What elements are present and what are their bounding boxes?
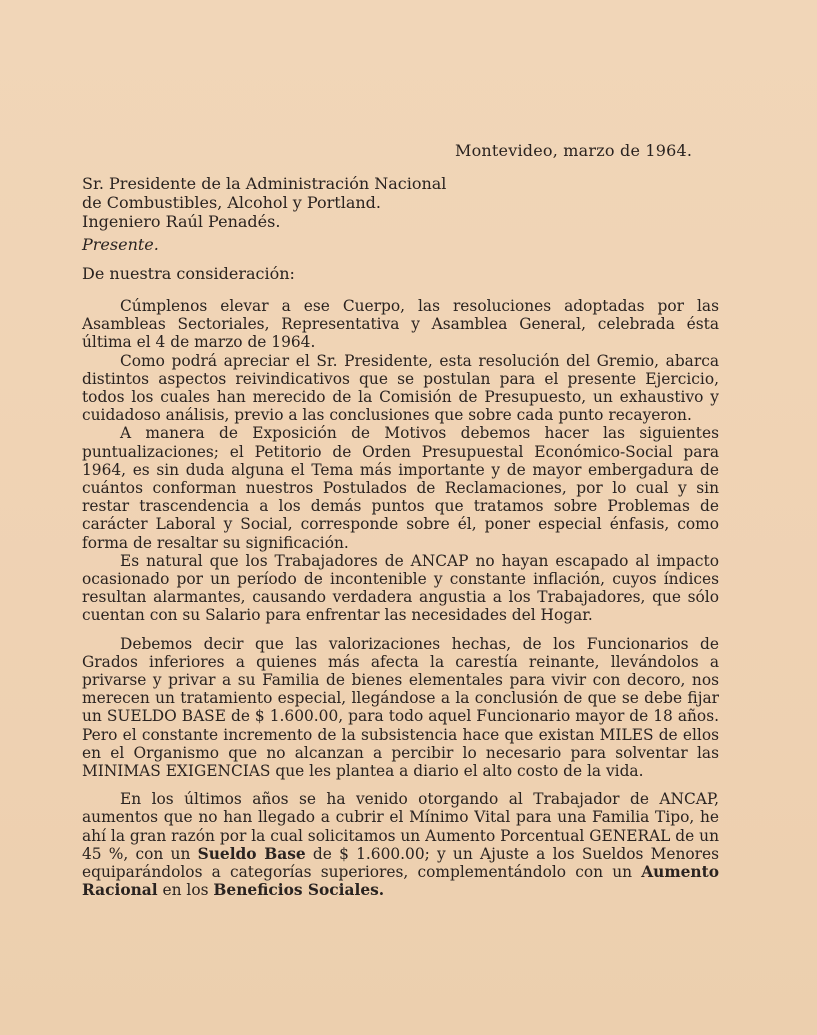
paragraph-text: En los últimos años se ha venido otorgando al Trabajador de ANCAP, aumentos que no han llegado a cubrir el Mínimo Vital para una Familia Tipo, he ahí la gran razón por la cual solicitamos un Aumento Porcentual GENERAL de un 45 %, con un [82,790,719,863]
paragraph: Como podrá apreciar el Sr. Presidente, esta resolución del Gremio, abarca distintos aspectos reivindicativos que se postulan para el presente Ejercicio, todos los cuales han merecido de la Comisión de Presupuesto, un exhaustivo y cuidadoso análisis, previo a las conclusiones que sobre cada punto recayeron. [82,351,719,425]
letter-body [82,297,719,900]
bold-term: Aumento Racional [82,863,719,900]
paragraph-text: de $ 1.600.00; y un Ajuste a los Sueldos Menores equiparándolos a categorías superiores, complementándolo con un [82,844,719,882]
paragraph: Debemos decir que las valorizaciones hechas, de los Funcionarios de Grados inferiores a quienes más afecta la carestía reinante, llevándolos a privarse y privar a su Familia de bienes elementales para vivir con decoro, nos merecen un tratamiento especial, llegándose a la conclusión de que se debe fijar un SUELDO BASE de $ 1.600.00, para todo aquel Funcionario mayor de 18 años. Pero el constante incremento de la subsistencia hace que existan MILES de ellos en el Organismo que no alcanzan a percibir lo necesario para solventar las MINIMAS EXIGENCIAS que les plantea a diario el alto costo de la vida. [82,634,719,781]
presente-line: Presente. [82,235,159,254]
bold-term: Sueldo Base [197,844,306,863]
paragraph: Es natural que los Trabajadores de ANCAP no hayan escapado al impacto ocasionado por un período de incontenible y constante inflación, cuyos índices resultan alarmantes, causando verdadera angustia a los Trabajadores, que sólo cuentan con su Salario para enfrentar las necesidades del Hogar. [82,551,719,625]
paragraph: A manera de Exposición de Motivos debemos hacer las siguientes puntualizaciones; el Petitorio de Orden Presupuestal Económico-Social para 1964, es sin duda alguna el Tema más importante y de mayor embergadura de cuántos conforman nuestros Postulados de Reclamaciones, por lo cual y sin restar trascendencia a los demás puntos que tratamos sobre Problemas de carácter Laboral y Social, corresponde sobre él, poner especial énfasis, como forma de resaltar su significación. [82,424,719,552]
paragraph: Cúmplenos elevar a ese Cuerpo, las resoluciones adoptadas por las Asambleas Sectoriales, Representativa y Asamblea General, celebrada ésta última el 4 de marzo de 1964. [82,297,719,352]
addressee-line: Ingeniero Raúl Penadés. [82,212,281,231]
paragraph [82,790,719,899]
bold-term: Beneficios Sociales. [213,881,385,900]
addressee-line: Sr. Presidente de la Administración Nacional [82,174,447,193]
letter-date: Montevideo, marzo de 1964. [455,141,693,160]
addressee-line: de Combustibles, Alcohol y Portland. [82,193,382,212]
salutation: De nuestra consideración: [82,264,295,283]
paragraph-text: en los [162,881,209,900]
addressee-block [82,174,446,231]
